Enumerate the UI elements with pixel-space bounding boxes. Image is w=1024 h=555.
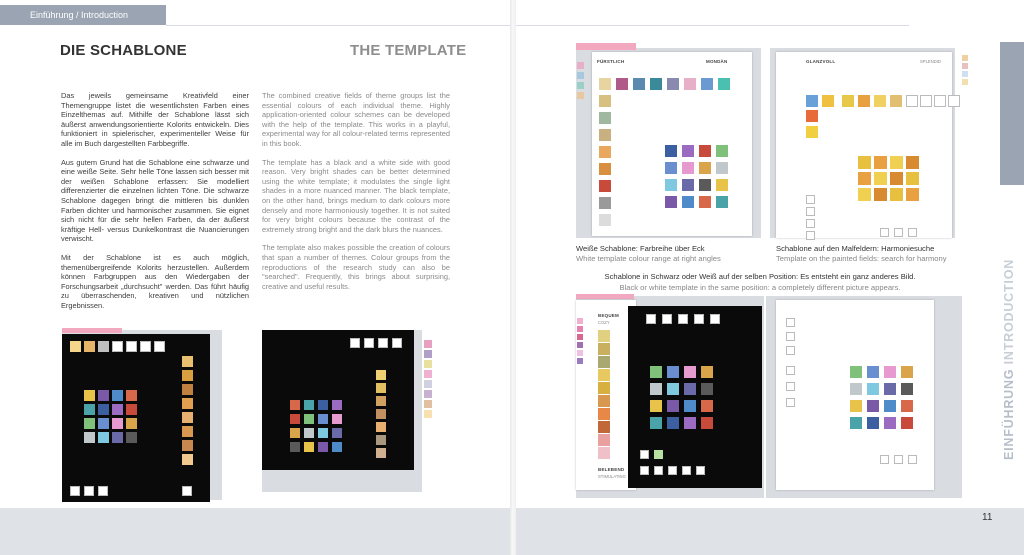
color-swatch: [424, 400, 432, 408]
paragraph: Das jeweils gemeinsame Kreativfeld einer Themengruppe listet die wesentlichsten Farben eines Einzelthemas auf. Mithilfe der Schablone lässt sich äußerst anwendungsorientierte Kolorits entwickeln. Dies funktioniert in spielerischer, experimenteller Weise für alle im Buch dargestellten Farbbegriffe.: [61, 91, 249, 148]
caption-de: Schablone auf den Malfeldern: Harmoniesuche: [776, 244, 935, 253]
color-swatch: [701, 383, 713, 395]
color-swatch: [376, 396, 386, 406]
color-swatch: [376, 422, 386, 432]
caption-en: Template on the painted fields: search for harmony: [776, 254, 947, 263]
color-swatch: [599, 129, 611, 141]
template-window: [84, 486, 94, 496]
template-window: [668, 466, 677, 475]
book-gutter: [510, 0, 516, 555]
color-swatch: [599, 163, 611, 175]
color-swatch: [290, 414, 300, 424]
color-swatch: [577, 72, 584, 79]
color-swatch: [665, 179, 677, 191]
template-window: [640, 466, 649, 475]
color-swatch: [424, 360, 432, 368]
side-tab: [1000, 42, 1024, 185]
color-swatch: [126, 404, 137, 415]
pink-tab: [62, 328, 122, 333]
color-swatch: [699, 145, 711, 157]
color-swatch: [332, 414, 342, 424]
color-swatch: [901, 366, 913, 378]
color-swatch: [126, 418, 137, 429]
color-swatch: [182, 440, 193, 451]
color-swatch: [667, 383, 679, 395]
color-swatch: [424, 350, 432, 358]
color-swatch: [650, 78, 662, 90]
color-swatch: [577, 318, 583, 324]
caption-en: Black or white template in the same position: a completely different picture appears.: [619, 283, 901, 292]
color-swatch: [962, 63, 968, 69]
color-swatch: [98, 390, 109, 401]
color-swatch: [867, 400, 879, 412]
color-swatch: [806, 126, 818, 138]
card-label-stimulating: STIMULATING: [598, 474, 626, 479]
color-swatch: [858, 156, 871, 169]
color-swatch: [901, 383, 913, 395]
color-swatch: [112, 432, 123, 443]
photo-black-template-right: [628, 306, 762, 488]
color-swatch: [112, 404, 123, 415]
color-swatch: [599, 95, 611, 107]
template-window: [806, 219, 815, 228]
color-swatch: [598, 330, 610, 342]
color-swatch: [850, 366, 862, 378]
card-label-mondaen: MONDÄN: [706, 59, 728, 64]
template-window: [70, 486, 80, 496]
color-swatch: [890, 188, 903, 201]
color-swatch: [842, 95, 854, 107]
header-rule-right: [516, 25, 909, 26]
paragraph: The combined creative fields of theme groups list the essential colours of each individual theme. Highly application-oriented colour schemes can be developed with the help of the template. This works in a playful, experimental way for all colour-related terms represented in this book.: [262, 91, 450, 148]
caption-de: Schablone in Schwarz oder Weiß auf der selben Position: Es entsteht ein ganz anderes Bild.: [604, 272, 916, 281]
color-swatch: [376, 383, 386, 393]
color-swatch: [598, 408, 610, 420]
color-swatch: [716, 162, 728, 174]
color-swatch: [684, 400, 696, 412]
color-swatch: [884, 366, 896, 378]
template-window: [112, 341, 123, 352]
color-swatch: [850, 400, 862, 412]
color-swatch: [318, 400, 328, 410]
color-swatch: [424, 370, 432, 378]
color-swatch: [699, 179, 711, 191]
color-swatch: [654, 450, 663, 459]
color-swatch: [318, 414, 328, 424]
caption-painted-fields: [776, 244, 976, 264]
side-tab-label: [1002, 200, 1022, 460]
color-swatch: [304, 442, 314, 452]
color-swatch: [884, 417, 896, 429]
color-swatch: [901, 417, 913, 429]
color-swatch: [304, 414, 314, 424]
color-swatch: [850, 417, 862, 429]
color-swatch: [84, 404, 95, 415]
color-swatch: [577, 82, 584, 89]
paragraph: The template also makes possible the creation of colours that span a number of themes. Colour groups from the reproductions of the research study can also be "searched". Frequently, this brings about surprising, creative and useful results.: [262, 243, 450, 291]
caption-white-template: [576, 244, 766, 264]
template-window: [880, 455, 889, 464]
template-window: [662, 314, 672, 324]
template-window: [182, 486, 192, 496]
color-swatch: [890, 172, 903, 185]
color-swatch: [682, 162, 694, 174]
color-swatch: [874, 172, 887, 185]
color-swatch: [867, 366, 879, 378]
side-tab-label-en: INTRODUCTION: [1002, 258, 1016, 365]
card-label-bequem: BEQUEM: [598, 313, 619, 318]
color-swatch: [906, 172, 919, 185]
color-swatch: [667, 78, 679, 90]
color-swatch: [98, 341, 109, 352]
color-swatch: [599, 112, 611, 124]
color-swatch: [424, 380, 432, 388]
color-swatch: [701, 400, 713, 412]
color-swatch: [667, 417, 679, 429]
color-swatch: [806, 110, 818, 122]
template-window: [350, 338, 360, 348]
color-swatch: [906, 156, 919, 169]
template-window: [806, 231, 815, 240]
caption-black-or-white: [560, 271, 960, 293]
heading-english: THE TEMPLATE: [350, 42, 467, 59]
template-window: [654, 466, 663, 475]
color-swatch: [577, 62, 584, 69]
color-swatch: [599, 197, 611, 209]
color-swatch: [182, 356, 193, 367]
template-window: [786, 366, 795, 375]
photo-white-template-painted: [776, 52, 952, 238]
color-swatch: [667, 400, 679, 412]
template-window: [880, 228, 889, 237]
color-swatch: [874, 156, 887, 169]
color-swatch: [858, 172, 871, 185]
color-swatch: [716, 145, 728, 157]
color-swatch: [858, 95, 870, 107]
color-swatch: [701, 366, 713, 378]
template-window: [140, 341, 151, 352]
color-swatch: [616, 78, 628, 90]
page-number: 11: [982, 512, 993, 523]
caption-en: White template colour range at right angles: [576, 254, 721, 263]
color-swatch: [332, 428, 342, 438]
color-swatch: [332, 400, 342, 410]
color-swatch: [98, 418, 109, 429]
color-swatch: [126, 432, 137, 443]
color-swatch: [867, 383, 879, 395]
color-swatch: [598, 434, 610, 446]
color-swatch: [874, 95, 886, 107]
template-window: [894, 228, 903, 237]
color-swatch: [650, 400, 662, 412]
color-swatch: [682, 145, 694, 157]
color-swatch: [598, 382, 610, 394]
color-swatch: [599, 146, 611, 158]
template-window: [894, 455, 903, 464]
template-window: [696, 466, 705, 475]
template-window: [934, 95, 946, 107]
color-swatch: [304, 400, 314, 410]
paragraph: Mit der Schablone ist es auch möglich, themenübergreifende Kolorits herzustellen. Außerdem können Farbgruppen aus den Wiedergaben der Forschungsarbeit „durchsucht" werden. Das führt häufig zu überraschenden, kreativen und nützlichen Ergebnissen.: [61, 252, 249, 310]
color-swatch: [906, 188, 919, 201]
color-swatch: [684, 366, 696, 378]
color-swatch: [424, 340, 432, 348]
bottom-band-right: [516, 508, 1024, 555]
color-swatch: [318, 428, 328, 438]
color-swatch: [126, 390, 137, 401]
template-window: [806, 207, 815, 216]
color-swatch: [424, 390, 432, 398]
color-swatch: [577, 350, 583, 356]
template-window: [786, 318, 795, 327]
card-label-cozy: COZY: [598, 320, 610, 325]
card-label-belebend: BELEBEND: [598, 467, 625, 472]
side-tab-label-de: EINFÜHRUNG: [1002, 368, 1016, 460]
template-window: [908, 455, 917, 464]
color-swatch: [577, 334, 583, 340]
template-window: [786, 332, 795, 341]
template-window: [786, 346, 795, 355]
color-swatch: [850, 383, 862, 395]
paragraph: The template has a black and a white side with good reason. Very bright shades can be better determined using the white template; it modulates the single light shades in a more nuanced manner. The black template, on the other hand, brings medium to dark colours more densely and more harmoniously together. It is not suited for very bright colours because the contrast of the extremely strong bright and the dark blurs the nuances.: [262, 157, 450, 234]
color-swatch: [84, 418, 95, 429]
template-window: [806, 195, 815, 204]
color-swatch: [318, 442, 328, 452]
color-swatch: [701, 417, 713, 429]
template-window: [678, 314, 688, 324]
color-swatch: [376, 409, 386, 419]
color-swatch: [890, 156, 903, 169]
color-swatch: [633, 78, 645, 90]
color-swatch: [884, 383, 896, 395]
color-swatch: [806, 95, 818, 107]
color-swatch: [901, 400, 913, 412]
template-window: [948, 95, 960, 107]
color-swatch: [867, 417, 879, 429]
color-swatch: [182, 384, 193, 395]
color-swatch: [682, 179, 694, 191]
template-window: [710, 314, 720, 324]
body-text-english: [262, 91, 450, 300]
color-swatch: [962, 71, 968, 77]
paragraph: Aus gutem Grund hat die Schablone eine schwarze und eine weiße Seite. Sehr helle Töne lassen sich besser mit der weißen Schablone erfassen: Sie modelliert differenzierter die einzelnen lichten Töne. Die schwarze Schablone dagegen bringt die mittleren bis dunklen Farben dichter und harmonischer zusammen. Sie eignet sich nicht für die sehr hellen Farben, da der äußerst kräftige Hell- versus Dunkelkontrast die Nuancierungen verwischt.: [61, 157, 249, 244]
template-window: [154, 341, 165, 352]
color-swatch: [962, 79, 968, 85]
color-swatch: [665, 196, 677, 208]
color-swatch: [376, 435, 386, 445]
color-swatch: [667, 366, 679, 378]
color-swatch: [598, 395, 610, 407]
color-swatch: [858, 188, 871, 201]
color-swatch: [290, 442, 300, 452]
header-rule-left: [166, 25, 510, 26]
template-window: [98, 486, 108, 496]
heading-german: DIE SCHABLONE: [60, 42, 187, 59]
template-window: [646, 314, 656, 324]
color-swatch: [98, 432, 109, 443]
color-swatch: [665, 145, 677, 157]
color-swatch: [650, 417, 662, 429]
color-swatch: [962, 55, 968, 61]
color-swatch: [290, 400, 300, 410]
color-swatch: [577, 326, 583, 332]
card-label-fuerstlich: FÜRSTLICH: [597, 59, 625, 64]
color-swatch: [84, 432, 95, 443]
color-swatch: [376, 370, 386, 380]
template-window: [378, 338, 388, 348]
color-swatch: [182, 454, 193, 465]
color-swatch: [699, 162, 711, 174]
color-swatch: [598, 421, 610, 433]
color-swatch: [684, 383, 696, 395]
template-window: [364, 338, 374, 348]
pink-tab: [576, 294, 634, 299]
color-swatch: [884, 400, 896, 412]
color-swatch: [650, 383, 662, 395]
color-swatch: [577, 92, 584, 99]
template-window: [640, 450, 649, 459]
color-swatch: [822, 95, 834, 107]
color-swatch: [376, 448, 386, 458]
color-swatch: [182, 426, 193, 437]
color-swatch: [112, 418, 123, 429]
pink-tab: [576, 43, 636, 50]
template-window: [786, 398, 795, 407]
color-swatch: [598, 369, 610, 381]
template-window: [920, 95, 932, 107]
color-swatch: [290, 428, 300, 438]
template-window: [908, 228, 917, 237]
color-swatch: [716, 196, 728, 208]
color-swatch: [684, 417, 696, 429]
color-swatch: [577, 358, 583, 364]
color-swatch: [84, 341, 95, 352]
color-swatch: [890, 95, 902, 107]
color-swatch: [182, 370, 193, 381]
color-swatch: [577, 342, 583, 348]
color-swatch: [84, 390, 95, 401]
color-swatch: [684, 78, 696, 90]
color-swatch: [332, 442, 342, 452]
template-window: [682, 466, 691, 475]
body-text-german: [61, 91, 249, 319]
color-swatch: [650, 366, 662, 378]
color-swatch: [598, 447, 610, 459]
template-window: [906, 95, 918, 107]
template-window: [786, 382, 795, 391]
color-swatch: [599, 180, 611, 192]
color-swatch: [599, 78, 611, 90]
header-tab: Einführung / Introduction: [0, 5, 166, 25]
color-swatch: [182, 398, 193, 409]
color-swatch: [424, 410, 432, 418]
color-swatch: [98, 404, 109, 415]
card-label-glanzvoll: GLANZVOLL: [806, 59, 836, 64]
color-swatch: [70, 341, 81, 352]
color-swatch: [304, 428, 314, 438]
template-window: [694, 314, 704, 324]
bottom-band-left: [0, 508, 510, 555]
caption-de: Weiße Schablone: Farbreihe über Eck: [576, 244, 705, 253]
color-swatch: [874, 188, 887, 201]
template-window: [392, 338, 402, 348]
color-swatch: [112, 390, 123, 401]
template-window: [126, 341, 137, 352]
color-swatch: [665, 162, 677, 174]
color-swatch: [598, 343, 610, 355]
color-swatch: [716, 179, 728, 191]
color-swatch: [699, 196, 711, 208]
color-swatch: [598, 356, 610, 368]
color-swatch: [682, 196, 694, 208]
color-swatch: [701, 78, 713, 90]
color-swatch: [599, 214, 611, 226]
color-swatch: [718, 78, 730, 90]
color-swatch: [182, 412, 193, 423]
card-label-splendid: SPLENDID: [920, 59, 941, 64]
